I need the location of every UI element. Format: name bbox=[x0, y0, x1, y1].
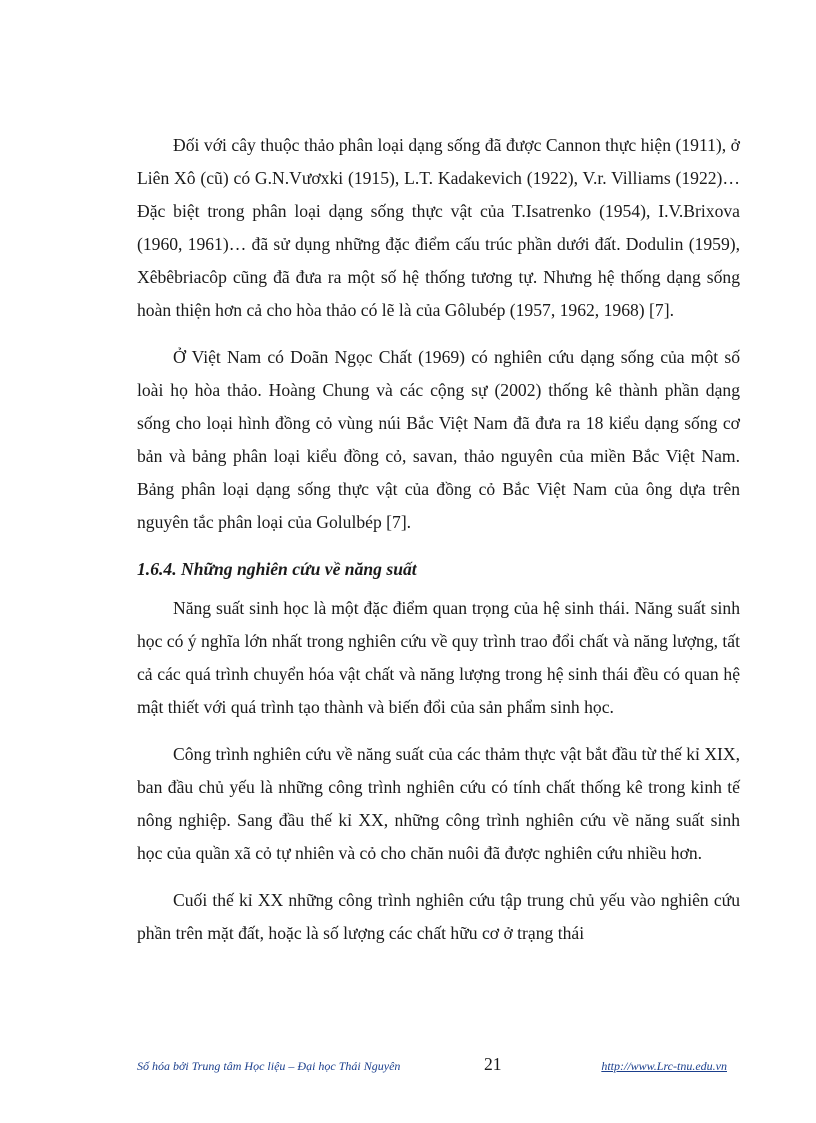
section-heading: 1.6.4. Những nghiên cứu về năng suất bbox=[137, 559, 417, 579]
footer-link[interactable]: http://www.Lrc-tnu.edu.vn bbox=[601, 1059, 727, 1073]
page-number: 21 bbox=[484, 1054, 502, 1074]
document-body bbox=[137, 129, 740, 964]
paragraph: Công trình nghiên cứu về năng suất của các thảm thực vật bắt đầu từ thế kỉ XIX, ban đầu chủ yếu là những công trình nghiên cứu có tính chất thống kê trong kinh tế nông nghiệp. Sang đầu thế kỉ XX, những công trình nghiên cứu về năng suất sinh học của quần xã cỏ tự nhiên và cỏ cho chăn nuôi đã được nghiên cứu nhiều hơn. bbox=[137, 744, 741, 863]
paragraph: Cuối thế kỉ XX những công trình nghiên cứu tập trung chủ yếu vào nghiên cứu phần trên mặt đất, hoặc là số lượng các chất hữu cơ ở trạng thái bbox=[137, 890, 740, 943]
paragraph: Ở Việt Nam có Doãn Ngọc Chất (1969) có nghiên cứu dạng sống của một số loài họ hòa thảo. Hoàng Chung và các cộng sự (2002) thống kê thành phần dạng sống cho loại hình đồng cỏ vùng núi Bắc Việt Nam đã đưa ra 18 kiểu dạng sống cơ bản và bảng phân loại kiểu đồng cỏ, savan, thảo nguyên của miền Bắc Việt Nam. Bảng phân loại dạng sống thực vật của đồng cỏ Bắc Việt Nam của ông dựa trên nguyên tắc phân loại của Golulbép [7]. bbox=[137, 347, 740, 532]
paragraph: Đối với cây thuộc thảo phân loại dạng sống đã được Cannon thực hiện (1911), ở Liên Xô (cũ) có G.N.Vươxki (1915), L.T. Kadakevich (1922), V.r. Villiams (1922)…Đặc biệt trong phân loại dạng sống thực vật của T.Isatrenko (1954), I.V.Brixova (1960, 1961)… đã sử dụng những đặc điểm cấu trúc phần dưới đất. Dodulin (1959), Xêbêbriacôp cũng đã đưa ra một số hệ thống tương tự. Nhưng hệ thống dạng sống hoàn thiện hơn cả cho hòa thảo có lẽ là của Gôlubép (1957, 1962, 1968) [7]. bbox=[137, 135, 740, 320]
paragraph: Năng suất sinh học là một đặc điểm quan trọng của hệ sinh thái. Năng suất sinh học có ý nghĩa lớn nhất trong nghiên cứu về quy trình trao đổi chất và năng lượng, tất cả các quá trình chuyển hóa vật chất và năng lượng trong hệ sinh thái đều có quan hệ mật thiết với quá trình tạo thành và biến đổi của sản phẩm sinh học. bbox=[137, 598, 740, 717]
footer-source: Số hóa bởi Trung tâm Học liệu – Đại học Thái Nguyên bbox=[137, 1059, 401, 1073]
page-footer bbox=[137, 1056, 727, 1080]
